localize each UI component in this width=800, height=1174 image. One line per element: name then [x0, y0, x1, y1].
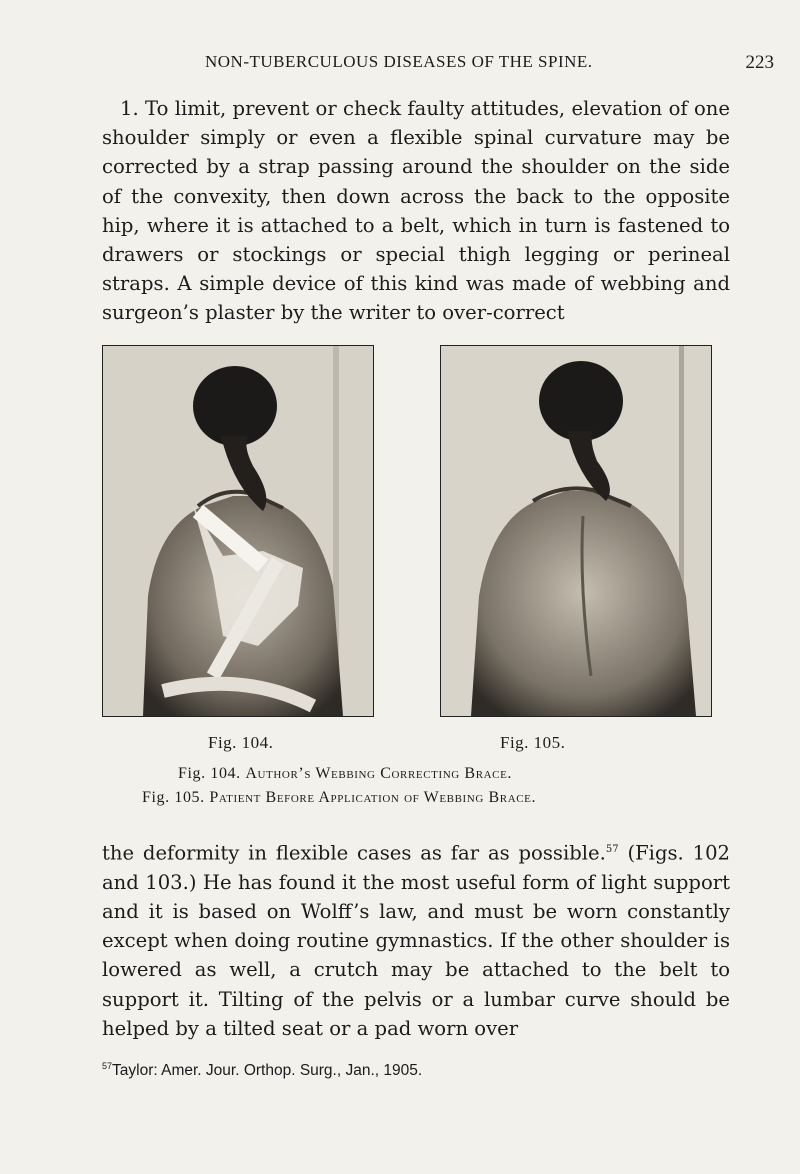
- caption-104-text: Author’s Webbing Correcting Brace.: [245, 765, 513, 782]
- paragraph-2-rest: (Figs. 102 and 103.) He has found it the most useful form of light support and it is based on Wolff’s law, and must be worn constantly except when doing routine gymnastics. If the other shoulder is lowered as well, a crutch may be attached to the belt to support it. Tilting of the pelvis or a lumbar curve should be helped by a tilted seat or a pad worn over: [102, 841, 731, 1040]
- footnote: [102, 1061, 422, 1080]
- caption-fig-105: [142, 789, 536, 807]
- footnote-marker: 57: [102, 1061, 113, 1071]
- bare-back-illustration: [441, 346, 711, 716]
- figure-group: [102, 345, 716, 717]
- caption-105-prefix: Fig. 105.: [142, 789, 205, 806]
- page-header: [0, 52, 800, 82]
- running-head: NON-TUBERCULOUS DISEASES OF THE SPINE.: [205, 52, 593, 71]
- caption-105-text: Patient Before Application of Webbing Brace.: [209, 789, 537, 806]
- caption-104-prefix: Fig. 104.: [178, 765, 241, 782]
- paragraph-2-start: the deformity in flexible cases as far as possible.: [102, 841, 606, 865]
- footnote-text: Taylor: Amer. Jour. Orthop. Surg., Jan., 1905.: [112, 1062, 423, 1080]
- paragraph-1: 1. To limit, prevent or check faulty attitudes, elevation of one shoulder simply or even a flexible spinal curvature may be corrected by a strap passing around the shoulder on the side of the convexity, then down across the back to the opposite hip, where it is attached to a belt, which in turn is fastened to drawers or stockings or special thigh legging or perineal straps. A simple device of this kind was made of webbing and surgeon’s plaster by the writer to over-correct: [102, 97, 730, 325]
- footnote-reference: 57: [605, 844, 619, 855]
- photo-fig-104: [102, 345, 374, 717]
- fig-104-label: Fig. 104.: [208, 733, 274, 752]
- paragraph-2: [102, 835, 730, 1043]
- page-number: 223: [745, 52, 774, 73]
- caption-fig-104: [178, 765, 512, 783]
- photo-fig-105: [440, 345, 712, 717]
- fig-105-label: Fig. 105.: [500, 733, 566, 752]
- back-with-brace-illustration: [103, 346, 373, 716]
